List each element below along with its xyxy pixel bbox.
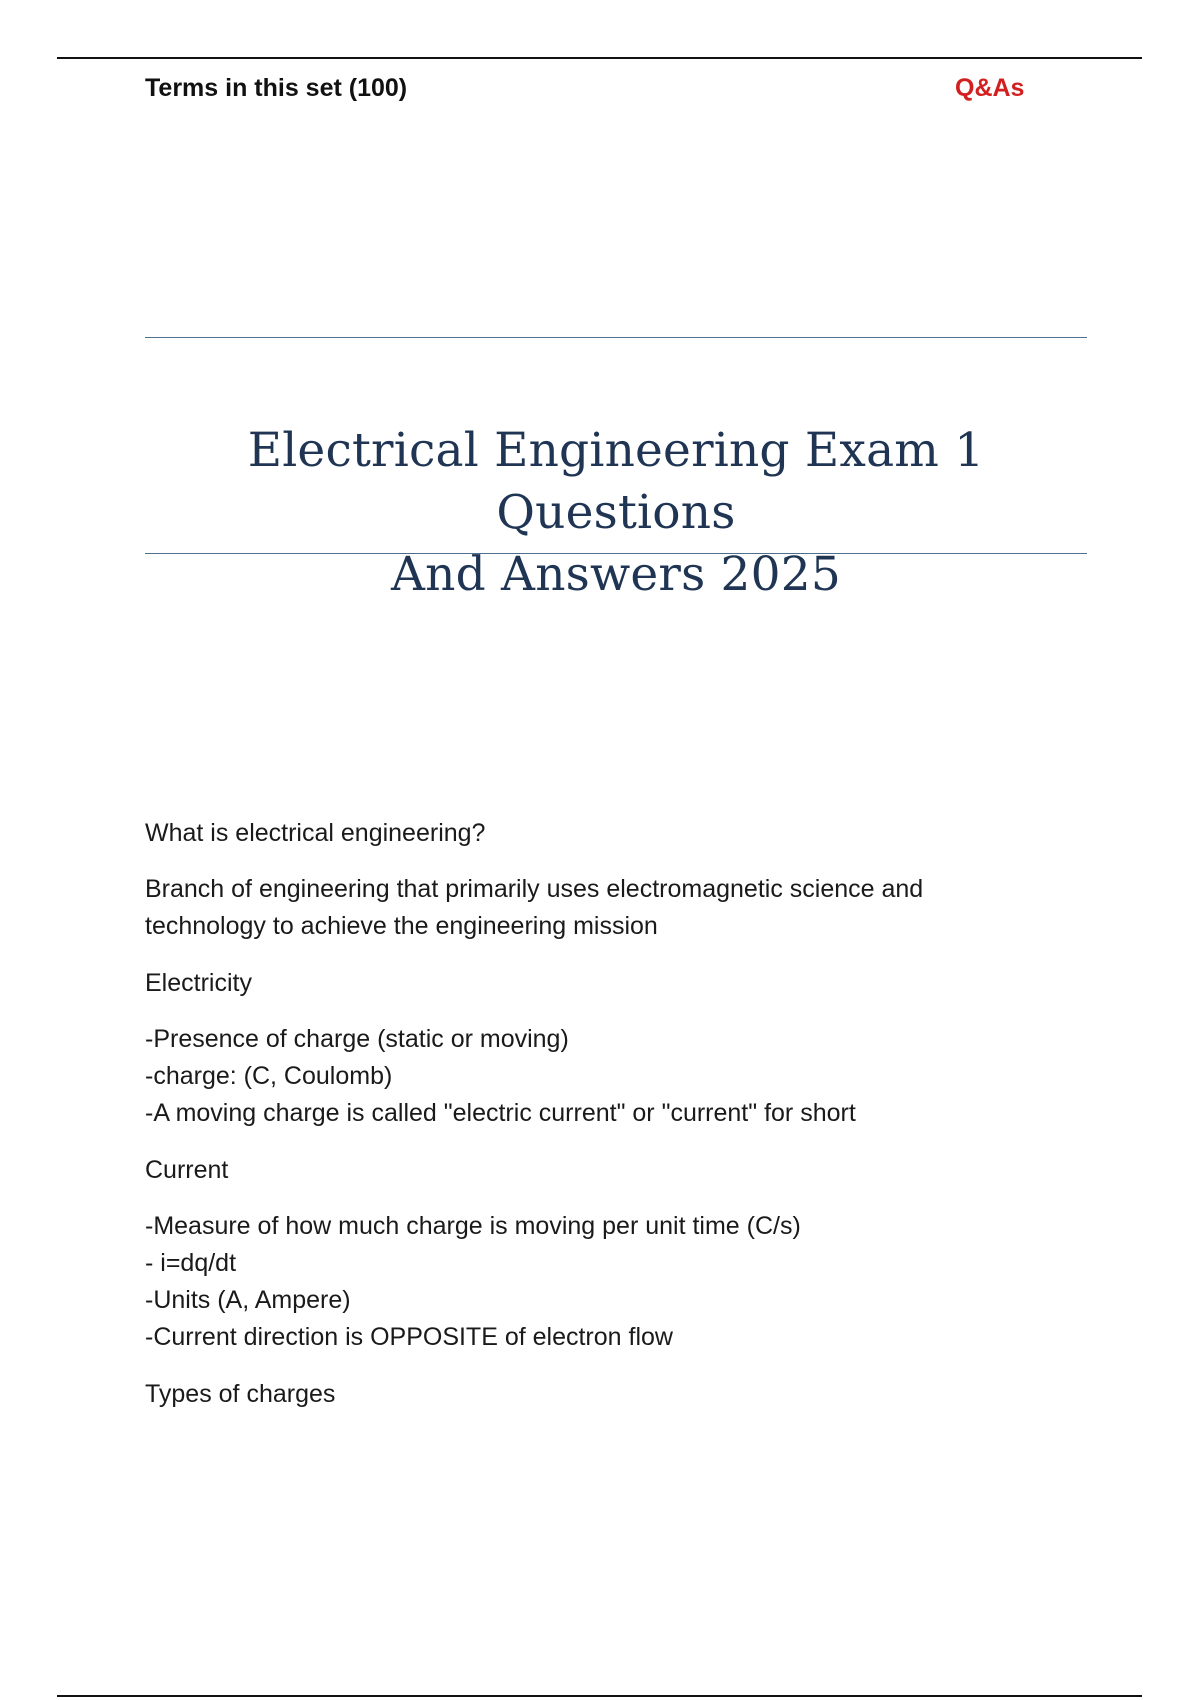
definition-line: -A moving charge is called "electric current" or "current" for short xyxy=(145,1099,856,1127)
definition-line: -Presence of charge (static or moving) xyxy=(145,1025,569,1053)
card-term: What is electrical engineering? xyxy=(145,819,486,847)
page-bottom-rule xyxy=(57,1695,1142,1697)
flashcard xyxy=(145,1376,1085,1413)
document-title xyxy=(145,420,1087,606)
card-definition xyxy=(145,1021,1085,1132)
title-bottom-rule xyxy=(145,553,1087,554)
card-term: Electricity xyxy=(145,969,252,997)
definition-line: technology to achieve the engineering mission xyxy=(145,912,658,940)
flashcard xyxy=(145,1152,1085,1356)
definition-line: -Measure of how much charge is moving per unit time (C/s) xyxy=(145,1212,801,1240)
card-term: Current xyxy=(145,1156,229,1184)
card-definition xyxy=(145,1208,1085,1356)
definition-line: -charge: (C, Coulomb) xyxy=(145,1062,393,1090)
flashcard xyxy=(145,965,1085,1132)
definition-line: -Units (A, Ampere) xyxy=(145,1286,351,1314)
terms-count-label: Terms in this set (100) xyxy=(145,74,408,102)
title-top-rule xyxy=(145,337,1087,338)
definition-line: - i=dq/dt xyxy=(145,1249,237,1277)
flashcard xyxy=(145,815,1085,945)
title-line-1: Electrical Engineering Exam 1 Questions xyxy=(247,423,985,540)
flashcard-list xyxy=(145,815,1085,1432)
definition-line: Branch of engineering that primarily uses electromagnetic science and xyxy=(145,875,924,903)
page-top-rule xyxy=(57,57,1142,59)
title-line-2: And Answers 2025 xyxy=(391,547,841,602)
definition-line: -Current direction is OPPOSITE of electron flow xyxy=(145,1323,673,1351)
qa-badge: Q&As xyxy=(955,74,1025,102)
card-definition xyxy=(145,871,1085,945)
card-term: Types of charges xyxy=(145,1380,336,1408)
